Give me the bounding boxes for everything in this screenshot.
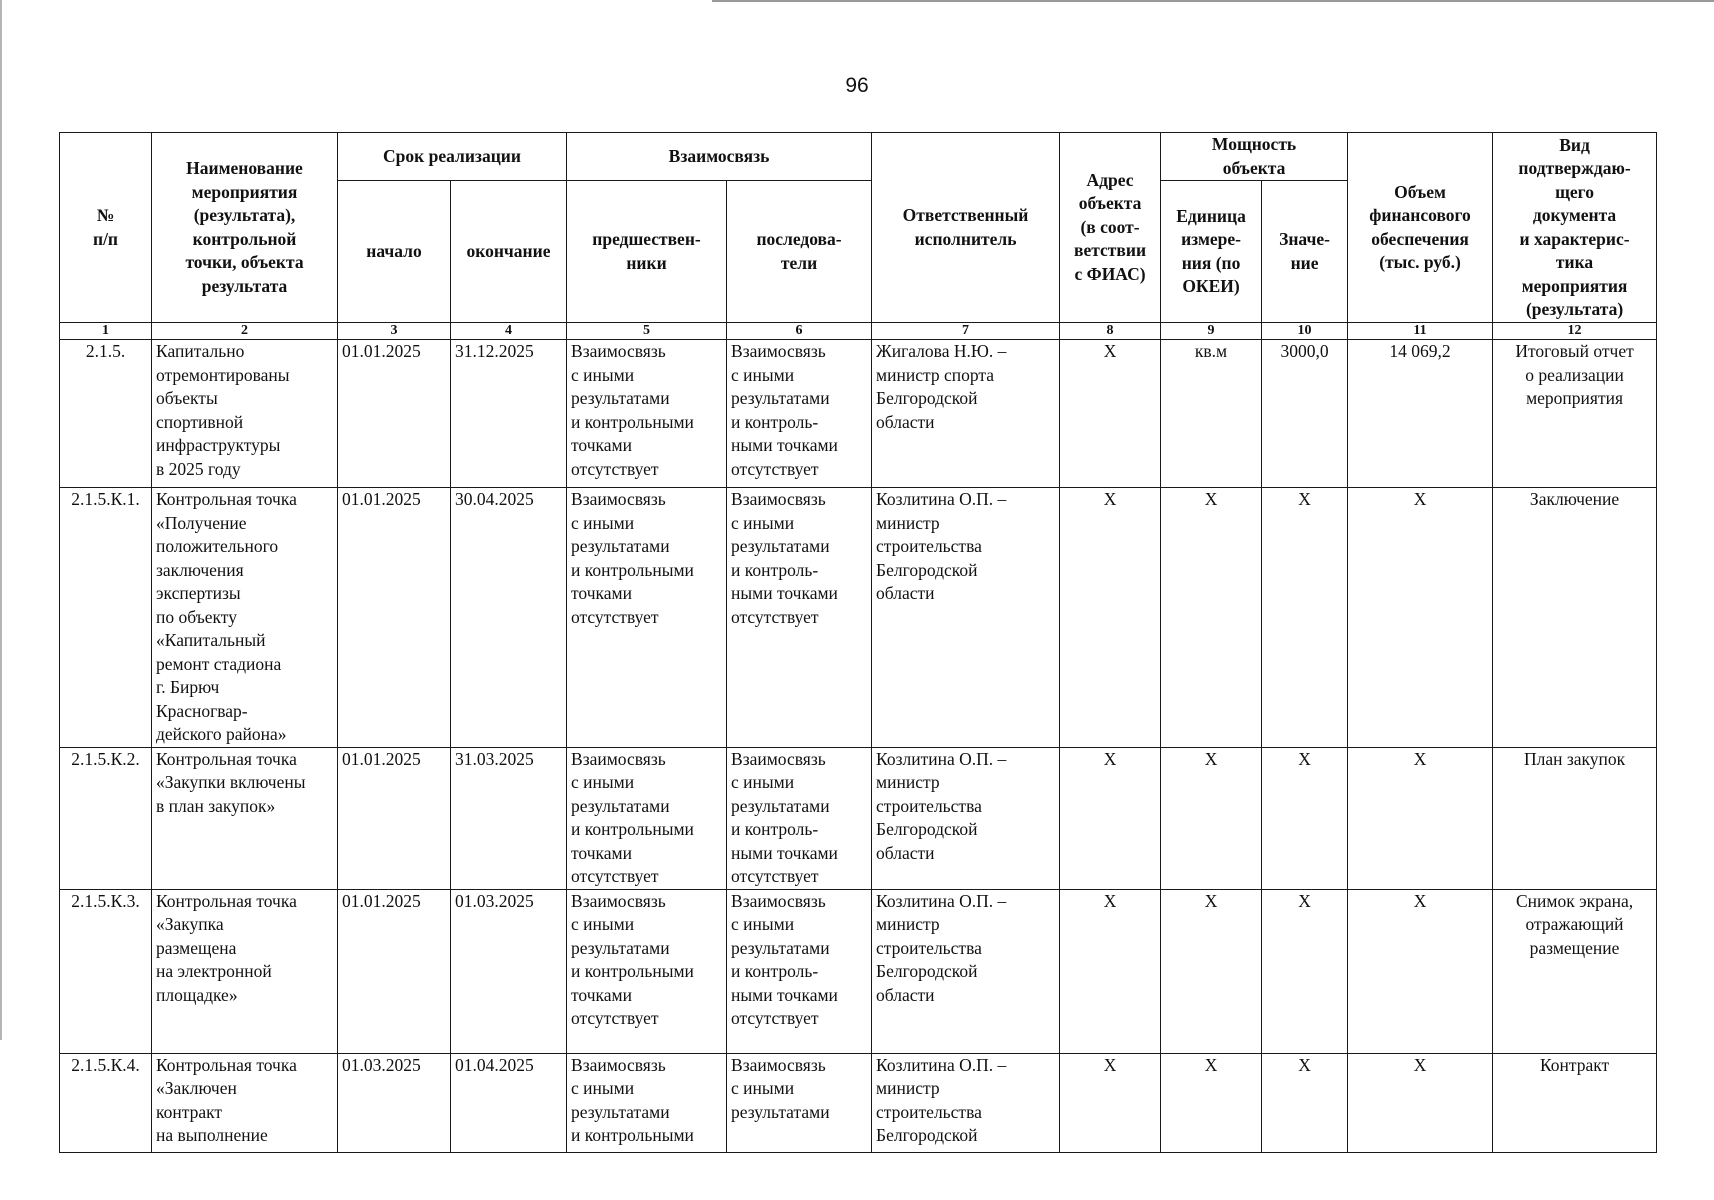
table-header bbox=[60, 133, 1657, 340]
cell-no: 2.1.5.К.3. bbox=[60, 889, 152, 1053]
header-power: Мощность объекта bbox=[1161, 133, 1348, 181]
cell-predecessors: Взаимосвязь с иными результатами и контрольными точками отсутствует bbox=[567, 889, 727, 1053]
header-unit: Единица измере- ния (по ОКЕИ) bbox=[1161, 181, 1262, 323]
table-row bbox=[60, 747, 1657, 889]
cell-responsible: Козлитина О.П. – министр строительства Белгородской области bbox=[872, 889, 1060, 1053]
header-name: Наименование мероприятия (результата), контрольной точки, объекта результата bbox=[152, 133, 338, 323]
cell-responsible: Козлитина О.П. – министр строительства Белгородской области bbox=[872, 488, 1060, 748]
cell-predecessors: Взаимосвязь с иными результатами и контрольными точками отсутствует bbox=[567, 747, 727, 889]
header-finance: Объем финансового обеспечения (тыс. руб.) bbox=[1348, 133, 1493, 323]
cell-address: X bbox=[1060, 1053, 1161, 1152]
header-end: окончание bbox=[451, 181, 567, 323]
cell-successors: Взаимосвязь с иными результатами и контроль- ными точками отсутствует bbox=[727, 488, 872, 748]
header-link: Взаимосвязь bbox=[567, 133, 872, 181]
cell-start: 01.01.2025 bbox=[338, 747, 451, 889]
column-number: 2 bbox=[152, 323, 338, 340]
cell-unit: X bbox=[1161, 1053, 1262, 1152]
header-address: Адрес объекта (в соот- ветствии с ФИАС) bbox=[1060, 133, 1161, 323]
cell-end: 01.03.2025 bbox=[451, 889, 567, 1053]
cell-finance: X bbox=[1348, 1053, 1493, 1152]
cell-unit: кв.м bbox=[1161, 340, 1262, 488]
column-number: 6 bbox=[727, 323, 872, 340]
cell-name: Капитально отремонтированы объекты спортивной инфраструктуры в 2025 году bbox=[152, 340, 338, 488]
cell-responsible: Жигалова Н.Ю. – министр спорта Белгородской области bbox=[872, 340, 1060, 488]
cell-finance: X bbox=[1348, 747, 1493, 889]
column-number: 7 bbox=[872, 323, 1060, 340]
cell-predecessors: Взаимосвязь с иными результатами и контрольными точками отсутствует bbox=[567, 488, 727, 748]
cell-address: X bbox=[1060, 340, 1161, 488]
header-start: начало bbox=[338, 181, 451, 323]
column-number: 11 bbox=[1348, 323, 1493, 340]
header-successors: последова- тели bbox=[727, 181, 872, 323]
cell-predecessors: Взаимосвязь с иными результатами и контрольными точками отсутствует bbox=[567, 340, 727, 488]
cell-end: 31.03.2025 bbox=[451, 747, 567, 889]
cell-address: X bbox=[1060, 488, 1161, 748]
table-row bbox=[60, 1053, 1657, 1152]
cell-no: 2.1.5.К.1. bbox=[60, 488, 152, 748]
cell-no: 2.1.5.К.2. bbox=[60, 747, 152, 889]
cell-start: 01.03.2025 bbox=[338, 1053, 451, 1152]
column-number: 1 bbox=[60, 323, 152, 340]
cell-unit: X bbox=[1161, 889, 1262, 1053]
column-number: 3 bbox=[338, 323, 451, 340]
cell-finance: X bbox=[1348, 889, 1493, 1053]
cell-document: Контракт bbox=[1493, 1053, 1657, 1152]
column-number: 8 bbox=[1060, 323, 1161, 340]
column-number: 10 bbox=[1262, 323, 1348, 340]
column-number: 12 bbox=[1493, 323, 1657, 340]
cell-unit: X bbox=[1161, 488, 1262, 748]
top-edge-line bbox=[712, 0, 1714, 2]
cell-value: X bbox=[1262, 488, 1348, 748]
cell-finance: 14 069,2 bbox=[1348, 340, 1493, 488]
header-responsible: Ответственный исполнитель bbox=[872, 133, 1060, 323]
header-document: Вид подтверждаю- щего документа и характерис- тика мероприятия (результата) bbox=[1493, 133, 1657, 323]
cell-start: 01.01.2025 bbox=[338, 340, 451, 488]
header-period: Срок реализации bbox=[338, 133, 567, 181]
table-row bbox=[60, 340, 1657, 488]
header-predecessors: предшествен- ники bbox=[567, 181, 727, 323]
column-number: 4 bbox=[451, 323, 567, 340]
column-number: 5 bbox=[567, 323, 727, 340]
plan-table bbox=[59, 132, 1657, 1153]
cell-start: 01.01.2025 bbox=[338, 488, 451, 748]
cell-document: План закупок bbox=[1493, 747, 1657, 889]
column-number: 9 bbox=[1161, 323, 1262, 340]
cell-no: 2.1.5.К.4. bbox=[60, 1053, 152, 1152]
cell-name: Контрольная точка «Получение положительного заключения экспертизы по объекту «Капитальный ремонт стадиона г. Бирюч Красногвар- дейского района» bbox=[152, 488, 338, 748]
left-edge-line bbox=[0, 0, 2, 1040]
cell-value: 3000,0 bbox=[1262, 340, 1348, 488]
cell-name: Контрольная точка «Закупка размещена на электронной площадке» bbox=[152, 889, 338, 1053]
cell-responsible: Козлитина О.П. – министр строительства Белгородской области bbox=[872, 747, 1060, 889]
cell-value: X bbox=[1262, 747, 1348, 889]
cell-address: X bbox=[1060, 889, 1161, 1053]
cell-end: 30.04.2025 bbox=[451, 488, 567, 748]
cell-address: X bbox=[1060, 747, 1161, 889]
header-value: Значе- ние bbox=[1262, 181, 1348, 323]
cell-successors: Взаимосвязь с иными результатами и контроль- ными точками отсутствует bbox=[727, 340, 872, 488]
cell-document: Снимок экрана, отражающий размещение bbox=[1493, 889, 1657, 1053]
cell-value: X bbox=[1262, 1053, 1348, 1152]
cell-name: Контрольная точка «Заключен контракт на выполнение bbox=[152, 1053, 338, 1152]
cell-unit: X bbox=[1161, 747, 1262, 889]
header-no: № п/п bbox=[60, 133, 152, 323]
table-row bbox=[60, 889, 1657, 1053]
cell-successors: Взаимосвязь с иными результатами bbox=[727, 1053, 872, 1152]
cell-no: 2.1.5. bbox=[60, 340, 152, 488]
table-body bbox=[60, 340, 1657, 1153]
cell-responsible: Козлитина О.П. – министр строительства Белгородской bbox=[872, 1053, 1060, 1152]
cell-successors: Взаимосвязь с иными результатами и контроль- ными точками отсутствует bbox=[727, 747, 872, 889]
cell-predecessors: Взаимосвязь с иными результатами и контрольными bbox=[567, 1053, 727, 1152]
cell-document: Итоговый отчет о реализации мероприятия bbox=[1493, 340, 1657, 488]
cell-successors: Взаимосвязь с иными результатами и контроль- ными точками отсутствует bbox=[727, 889, 872, 1053]
cell-end: 01.04.2025 bbox=[451, 1053, 567, 1152]
cell-name: Контрольная точка «Закупки включены в план закупок» bbox=[152, 747, 338, 889]
cell-finance: X bbox=[1348, 488, 1493, 748]
cell-document: Заключение bbox=[1493, 488, 1657, 748]
cell-value: X bbox=[1262, 889, 1348, 1053]
page-number: 96 bbox=[845, 74, 869, 97]
cell-end: 31.12.2025 bbox=[451, 340, 567, 488]
table-row bbox=[60, 488, 1657, 748]
cell-start: 01.01.2025 bbox=[338, 889, 451, 1053]
